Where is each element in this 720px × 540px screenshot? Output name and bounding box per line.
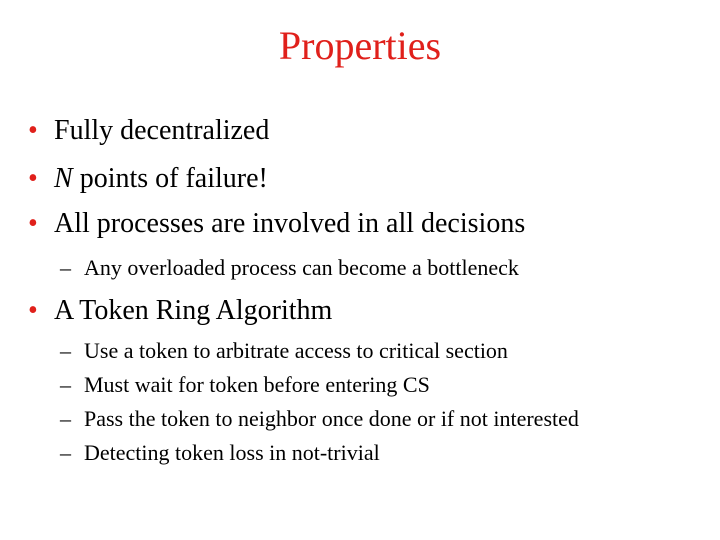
sub-bullet-marker: – — [60, 406, 71, 431]
sub-bullet-marker: – — [60, 255, 71, 280]
bullet-text: Fully decentralized — [54, 115, 270, 146]
bullet-italic-prefix: N — [54, 163, 73, 194]
bullet-marker: • — [28, 208, 38, 239]
sub-bullet-marker: – — [60, 372, 71, 397]
sub-bullet-item — [60, 405, 579, 433]
sub-bullet-marker: – — [60, 338, 71, 363]
bullet-marker: • — [28, 295, 38, 326]
sub-bullet-item — [60, 439, 380, 467]
sub-bullet-text: Pass the token to neighbor once done or if not interested — [84, 406, 579, 431]
sub-bullet-text: Detecting token loss in not-trivial — [84, 440, 380, 465]
bullet-text: points of failure! — [72, 163, 268, 194]
bullet-marker: • — [28, 115, 38, 146]
slide-title: Properties — [278, 23, 442, 68]
sub-bullet-text: Must wait for token before entering CS — [84, 372, 430, 397]
bullet-text: A Token Ring Algorithm — [54, 295, 333, 326]
sub-bullet-marker: – — [60, 440, 71, 465]
sub-bullet-text: Use a token to arbitrate access to critical section — [84, 338, 508, 363]
sub-bullet-item — [60, 337, 508, 365]
bullet-text: All processes are involved in all decisions — [54, 208, 526, 239]
bullet-item — [28, 162, 268, 196]
sub-bullet-item — [60, 254, 519, 282]
sub-bullet-item — [60, 371, 430, 399]
bullet-item — [28, 207, 525, 241]
bullet-item — [28, 294, 332, 328]
sub-bullet-text: Any overloaded process can become a bottleneck — [84, 255, 519, 280]
bullet-marker: • — [28, 163, 38, 194]
bullet-item — [28, 114, 269, 148]
